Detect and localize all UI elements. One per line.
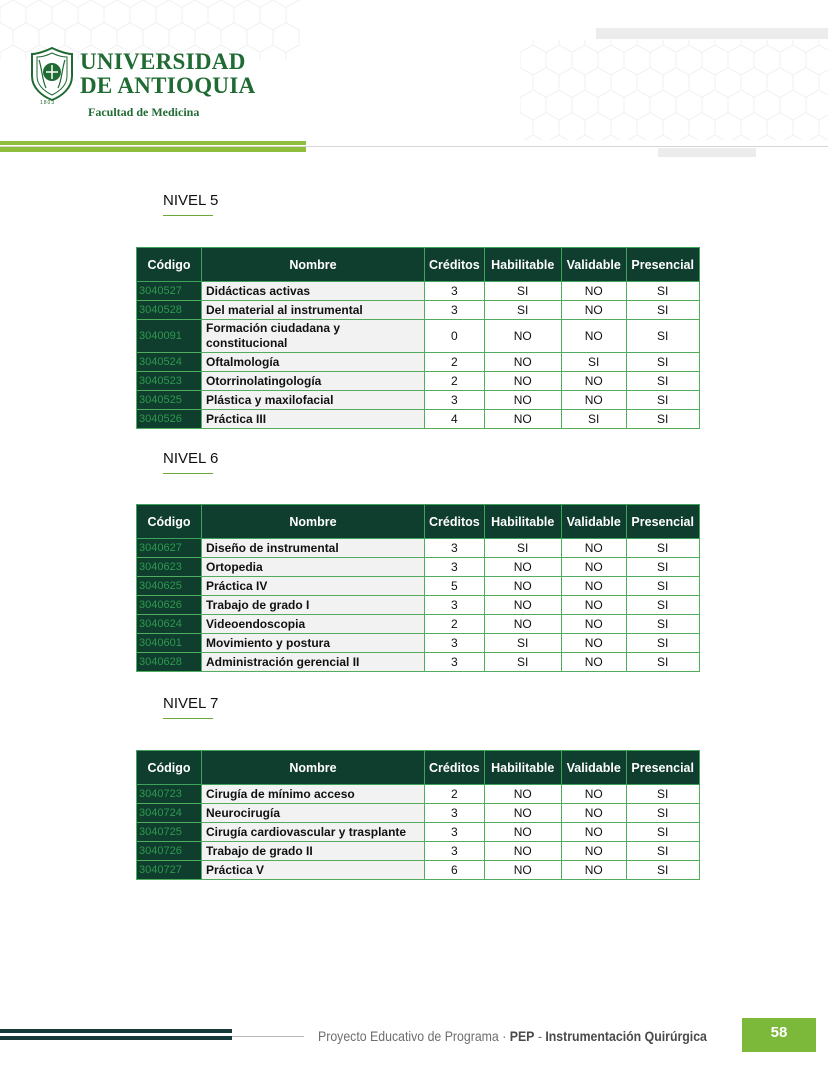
- course-code: 3040627: [137, 539, 202, 558]
- col-header-validable: Validable: [561, 248, 626, 282]
- course-validable: NO: [561, 372, 626, 391]
- course-code: 3040525: [137, 391, 202, 410]
- course-presencial: SI: [626, 539, 699, 558]
- course-name: Diseño de instrumental: [202, 539, 425, 558]
- col-header-name: Nombre: [202, 505, 425, 539]
- course-habilitable: SI: [484, 653, 561, 672]
- course-validable: NO: [561, 596, 626, 615]
- col-header-credits: Créditos: [425, 751, 485, 785]
- course-credits: 3: [425, 842, 485, 861]
- course-name: Práctica III: [202, 410, 425, 429]
- course-credits: 3: [425, 596, 485, 615]
- col-header-presencial: Presencial: [626, 751, 699, 785]
- table-row: [137, 391, 700, 410]
- faculty-name: Facultad de Medicina: [88, 105, 200, 119]
- course-code: 3040723: [137, 785, 202, 804]
- table-row: [137, 410, 700, 429]
- course-credits: 5: [425, 577, 485, 596]
- course-validable: SI: [561, 353, 626, 372]
- course-credits: 4: [425, 410, 485, 429]
- col-header-name: Nombre: [202, 751, 425, 785]
- course-validable: NO: [561, 320, 626, 353]
- course-validable: NO: [561, 804, 626, 823]
- col-header-validable: Validable: [561, 751, 626, 785]
- course-habilitable: NO: [484, 842, 561, 861]
- footer-dark-line-lower: [0, 1036, 232, 1040]
- table-row: [137, 577, 700, 596]
- course-presencial: SI: [626, 558, 699, 577]
- col-header-presencial: Presencial: [626, 248, 699, 282]
- course-habilitable: SI: [484, 539, 561, 558]
- section-title-text: NIVEL 6: [163, 450, 219, 467]
- university-seal-logo: [30, 46, 74, 102]
- course-presencial: SI: [626, 372, 699, 391]
- table-row: [137, 320, 700, 353]
- footer-text-pep: PEP: [509, 1028, 535, 1044]
- course-name: Didácticas activas: [202, 282, 425, 301]
- col-header-credits: Créditos: [425, 505, 485, 539]
- course-credits: 3: [425, 391, 485, 410]
- courses-table-nivel-7: [136, 750, 700, 880]
- col-header-validable: Validable: [561, 505, 626, 539]
- footer-text-prefix: Proyecto Educativo de Programa ·: [318, 1028, 510, 1044]
- course-presencial: SI: [626, 391, 699, 410]
- course-habilitable: SI: [484, 282, 561, 301]
- course-presencial: SI: [626, 634, 699, 653]
- course-code: 3040725: [137, 823, 202, 842]
- course-code: 3040526: [137, 410, 202, 429]
- table-row: [137, 539, 700, 558]
- course-presencial: SI: [626, 823, 699, 842]
- course-presencial: SI: [626, 282, 699, 301]
- course-name: Videoendoscopia: [202, 615, 425, 634]
- course-habilitable: NO: [484, 372, 561, 391]
- course-name: Cirugía de mínimo acceso: [202, 785, 425, 804]
- course-validable: NO: [561, 785, 626, 804]
- course-habilitable: SI: [484, 301, 561, 320]
- table-row: [137, 615, 700, 634]
- course-code: 3040524: [137, 353, 202, 372]
- course-name: Movimiento y postura: [202, 634, 425, 653]
- course-code: 3040624: [137, 615, 202, 634]
- course-habilitable: SI: [484, 634, 561, 653]
- course-code: 3040623: [137, 558, 202, 577]
- header-gray-tab: [658, 148, 756, 157]
- course-code: 3040625: [137, 577, 202, 596]
- courses-table-nivel-5: [136, 247, 700, 429]
- course-presencial: SI: [626, 653, 699, 672]
- course-presencial: SI: [626, 301, 699, 320]
- course-habilitable: NO: [484, 615, 561, 634]
- course-presencial: SI: [626, 861, 699, 880]
- course-credits: 2: [425, 353, 485, 372]
- course-code: 3040523: [137, 372, 202, 391]
- table-header-row: [137, 505, 700, 539]
- course-habilitable: NO: [484, 558, 561, 577]
- course-credits: 3: [425, 804, 485, 823]
- footer-text-program: Instrumentación Quirúrgica: [545, 1028, 707, 1044]
- course-validable: NO: [561, 539, 626, 558]
- course-presencial: SI: [626, 785, 699, 804]
- col-header-credits: Créditos: [425, 248, 485, 282]
- course-credits: 3: [425, 282, 485, 301]
- footer-gray-line: [232, 1036, 304, 1037]
- course-validable: NO: [561, 823, 626, 842]
- header-green-line-lower: [0, 147, 306, 152]
- course-credits: 2: [425, 372, 485, 391]
- table-header-row: [137, 248, 700, 282]
- table-row: [137, 823, 700, 842]
- course-credits: 3: [425, 558, 485, 577]
- course-name: Práctica V: [202, 861, 425, 880]
- course-validable: NO: [561, 615, 626, 634]
- section-title-underline: [163, 215, 213, 216]
- course-validable: NO: [561, 558, 626, 577]
- courses-table-nivel-6: [136, 504, 700, 672]
- course-name: Oftalmología: [202, 353, 425, 372]
- footer-program-label: [318, 1028, 707, 1044]
- course-habilitable: NO: [484, 596, 561, 615]
- section-title-text: NIVEL 7: [163, 695, 219, 712]
- table-row: [137, 301, 700, 320]
- table-row: [137, 282, 700, 301]
- col-header-name: Nombre: [202, 248, 425, 282]
- table-header-row: [137, 751, 700, 785]
- course-validable: NO: [561, 577, 626, 596]
- course-credits: 3: [425, 539, 485, 558]
- course-name: Del material al instrumental: [202, 301, 425, 320]
- table-row: [137, 861, 700, 880]
- course-credits: 3: [425, 823, 485, 842]
- course-habilitable: NO: [484, 861, 561, 880]
- course-name: Trabajo de grado I: [202, 596, 425, 615]
- course-name: Práctica IV: [202, 577, 425, 596]
- university-name: [80, 50, 256, 98]
- course-credits: 2: [425, 615, 485, 634]
- section-title-underline: [163, 473, 213, 474]
- table-row: [137, 785, 700, 804]
- section-title-underline: [163, 718, 213, 719]
- course-code: 3040727: [137, 861, 202, 880]
- table-row: [137, 353, 700, 372]
- course-code: 3040527: [137, 282, 202, 301]
- course-validable: NO: [561, 861, 626, 880]
- course-validable: NO: [561, 634, 626, 653]
- course-presencial: SI: [626, 577, 699, 596]
- course-name: Neurocirugía: [202, 804, 425, 823]
- course-habilitable: NO: [484, 785, 561, 804]
- course-credits: 0: [425, 320, 485, 353]
- page-number: 58: [742, 1018, 816, 1052]
- course-validable: NO: [561, 282, 626, 301]
- footer-dark-line: [0, 1029, 232, 1033]
- course-name: Otorrinolatingología: [202, 372, 425, 391]
- course-habilitable: NO: [484, 320, 561, 353]
- section-title-nivel-6: [163, 450, 218, 474]
- table-row: [137, 842, 700, 861]
- header-gray-bar: [596, 28, 828, 39]
- course-validable: NO: [561, 301, 626, 320]
- footer-text-separator: -: [534, 1028, 546, 1044]
- course-credits: 3: [425, 653, 485, 672]
- course-habilitable: NO: [484, 410, 561, 429]
- col-header-code: Código: [137, 751, 202, 785]
- course-credits: 6: [425, 861, 485, 880]
- university-name-line2: DE ANTIOQUIA: [80, 73, 256, 98]
- header-green-line: [0, 141, 306, 145]
- course-credits: 3: [425, 301, 485, 320]
- course-code: 3040626: [137, 596, 202, 615]
- course-code: 3040601: [137, 634, 202, 653]
- course-presencial: SI: [626, 615, 699, 634]
- section-title-nivel-7: [163, 695, 218, 719]
- course-validable: NO: [561, 653, 626, 672]
- course-name: Administración gerencial II: [202, 653, 425, 672]
- course-habilitable: NO: [484, 804, 561, 823]
- col-header-presencial: Presencial: [626, 505, 699, 539]
- course-validable: NO: [561, 391, 626, 410]
- table-row: [137, 596, 700, 615]
- course-validable: NO: [561, 842, 626, 861]
- section-title-nivel-5: [163, 192, 218, 216]
- course-presencial: SI: [626, 804, 699, 823]
- course-presencial: SI: [626, 410, 699, 429]
- col-header-code: Código: [137, 505, 202, 539]
- table-row: [137, 634, 700, 653]
- col-header-habilitable: Habilitable: [484, 248, 561, 282]
- table-row: [137, 558, 700, 577]
- course-presencial: SI: [626, 596, 699, 615]
- table-row: [137, 372, 700, 391]
- course-code: 3040628: [137, 653, 202, 672]
- course-code: 3040528: [137, 301, 202, 320]
- table-row: [137, 804, 700, 823]
- course-habilitable: NO: [484, 353, 561, 372]
- course-code: 3040726: [137, 842, 202, 861]
- col-header-habilitable: Habilitable: [484, 751, 561, 785]
- table-row: [137, 653, 700, 672]
- logo-year: 1803: [40, 100, 56, 106]
- course-code: 3040724: [137, 804, 202, 823]
- course-name: Cirugía cardiovascular y trasplante: [202, 823, 425, 842]
- course-habilitable: NO: [484, 823, 561, 842]
- col-header-code: Código: [137, 248, 202, 282]
- course-name: Plástica y maxilofacial: [202, 391, 425, 410]
- section-title-text: NIVEL 5: [163, 192, 219, 209]
- course-habilitable: NO: [484, 391, 561, 410]
- course-code: 3040091: [137, 320, 202, 353]
- course-validable: SI: [561, 410, 626, 429]
- course-credits: 2: [425, 785, 485, 804]
- course-presencial: SI: [626, 842, 699, 861]
- course-name: Formación ciudadana y constitucional: [202, 320, 425, 353]
- university-name-line1: UNIVERSIDAD: [80, 49, 246, 74]
- course-habilitable: NO: [484, 577, 561, 596]
- col-header-habilitable: Habilitable: [484, 505, 561, 539]
- course-name: Ortopedia: [202, 558, 425, 577]
- course-name: Trabajo de grado II: [202, 842, 425, 861]
- course-presencial: SI: [626, 353, 699, 372]
- course-presencial: SI: [626, 320, 699, 353]
- course-credits: 3: [425, 634, 485, 653]
